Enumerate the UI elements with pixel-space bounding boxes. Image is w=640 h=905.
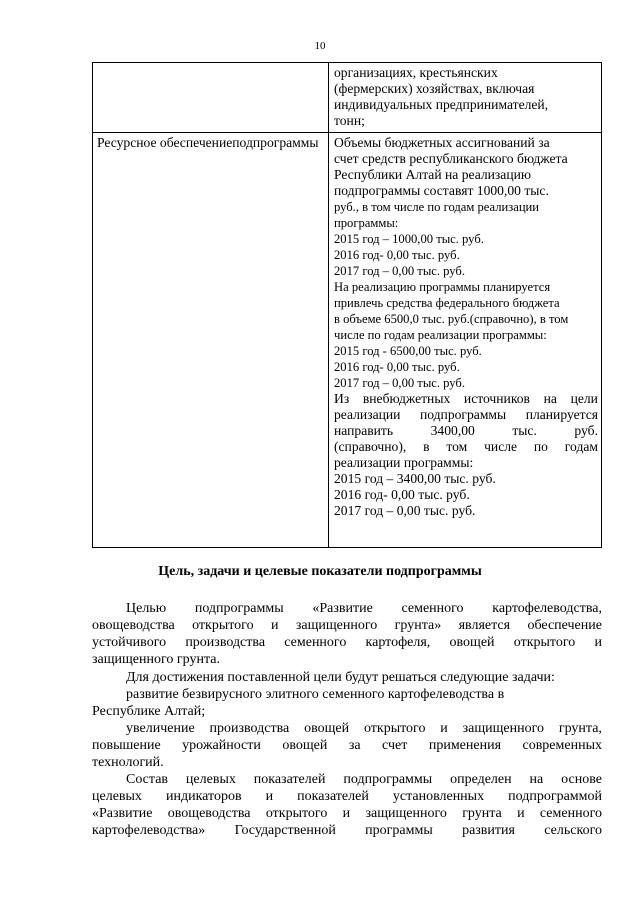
extrabudget-word: годам <box>564 439 598 454</box>
extrabudget-word: числе <box>484 439 518 454</box>
task-1-line-1: развитие безвирусного элитного семенного картофелеводства в <box>126 687 505 702</box>
extrabudget-word: том <box>446 439 468 454</box>
goal-line-2 <box>92 617 602 634</box>
extrabudget-word: 3400,00 <box>430 423 475 438</box>
table-top-right-cell <box>334 65 598 129</box>
table-row-divider <box>93 132 601 133</box>
indicators-line-2 <box>92 788 602 805</box>
goal-word: Целью <box>126 601 167 616</box>
federal-year-line: 2017 год – 0,00 тыс. руб. <box>334 376 465 390</box>
extrabudget-year-line: 2016 год- 0,00 тыс. руб. <box>334 487 470 502</box>
goal-word: обеспечение <box>527 618 602 633</box>
task-1-line-2: Республике Алтай; <box>92 704 206 719</box>
task-2-line-1 <box>92 720 602 737</box>
extrabudget-word: внебюджетных <box>362 391 451 406</box>
task-word: грунта, <box>558 721 602 736</box>
table-column-divider <box>328 63 329 547</box>
indicator-word: целевых <box>92 789 142 804</box>
regional-budget-line: подпрограммы составят 1000,00 тыс. <box>334 183 549 198</box>
goal-word: является <box>458 618 511 633</box>
indicators-line-1 <box>92 771 602 788</box>
regional-budget-line: руб., в том числе по годам реализации <box>334 200 540 214</box>
indicator-word: открытого <box>265 806 328 821</box>
goal-word: «Развитие <box>312 601 373 616</box>
table-text-line: организациях, крестьянских <box>334 65 498 80</box>
goal-word: семенного <box>401 601 464 616</box>
indicator-word: картофелеводства» <box>92 823 206 838</box>
extrabudget-word: тыс. <box>512 423 537 438</box>
federal-budget-line: числе по годам реализации программы: <box>334 328 547 342</box>
federal-budget-line: На реализацию программы планируется <box>334 280 551 294</box>
goal-word: устойчивого <box>92 635 167 650</box>
regional-budget-line: Республики Алтай на реализацию <box>334 167 532 182</box>
goal-word: и <box>270 618 279 633</box>
extrabudget-word: цели <box>570 391 598 406</box>
extrabudget-line <box>334 423 598 439</box>
task-word: открытого <box>363 721 426 736</box>
task-word: применения <box>428 738 502 753</box>
goal-line-1 <box>92 600 602 617</box>
extrabudget-line <box>334 391 598 407</box>
resource-table <box>92 62 602 548</box>
extrabudget-word: Из <box>334 391 350 406</box>
regional-year-line: 2015 год – 1000,00 тыс. руб. <box>334 232 484 246</box>
extrabudget-word: планируется <box>525 407 598 422</box>
goal-word: открытого <box>192 618 254 633</box>
goal-word: защищенного <box>295 618 378 633</box>
row-label-line: подпрограммы <box>232 135 319 150</box>
indicators-line-3 <box>92 805 602 822</box>
goal-word: и <box>594 635 602 650</box>
goal-word: подпрограммы <box>194 601 284 616</box>
extrabudget-year-line: 2017 год – 0,00 тыс. руб. <box>334 503 476 518</box>
federal-year-line: 2016 год- 0,00 тыс. руб. <box>334 360 460 374</box>
task-word: увеличение <box>126 721 195 736</box>
paragraph-goal <box>92 600 602 668</box>
goal-word: картофеля, <box>365 635 431 650</box>
indicator-word: Государственной <box>234 823 336 838</box>
extrabudget-word: руб. <box>574 423 598 438</box>
federal-budget-line: в объеме 6500,0 тыс. руб.(справочно), в том <box>334 312 569 326</box>
indicator-word: установленных <box>392 789 485 804</box>
indicator-word: семенного <box>539 806 602 821</box>
extrabudget-word: источников <box>463 391 530 406</box>
indicator-word: подпрограммы <box>343 772 433 787</box>
extrabudget-word: по <box>533 439 548 454</box>
indicator-word: и <box>517 806 525 821</box>
task-word: защищенного <box>462 721 545 736</box>
indicator-word: и <box>265 789 274 804</box>
task-word: счет <box>382 738 408 753</box>
paragraph-tasks <box>92 669 602 771</box>
regional-budget-line: Объемы бюджетных ассигнований за <box>334 135 550 150</box>
task-word: современных <box>522 738 602 753</box>
indicator-word: развития <box>462 823 515 838</box>
tasks-intro: Для достижения поставленной цели будут решаться следующие задачи: <box>126 670 555 685</box>
table-text-line: индивидуальных предпринимателей, <box>334 97 549 112</box>
indicator-word: программы <box>365 823 433 838</box>
goal-word: овощей <box>449 635 495 650</box>
task-word: овощей <box>304 721 350 736</box>
extrabudget-word: (справочно), <box>334 439 407 454</box>
goal-line-3 <box>92 634 602 651</box>
regional-year-line: 2016 год- 0,00 тыс. руб. <box>334 248 460 262</box>
task-word: за <box>348 738 361 753</box>
page-number: 10 <box>314 40 326 52</box>
extrabudget-word: в <box>423 439 430 454</box>
extrabudget-line <box>334 439 598 455</box>
indicator-word: основе <box>561 772 602 787</box>
goal-word: овощеводства <box>92 618 175 633</box>
resource-description-cell <box>334 135 598 519</box>
indicator-word: показателей <box>253 772 326 787</box>
indicator-word: индикаторов <box>165 789 242 804</box>
regional-year-line: 2017 год – 0,00 тыс. руб. <box>334 264 465 278</box>
indicator-word: «Развитие <box>92 806 153 821</box>
row-label-cell <box>97 135 322 151</box>
indicator-word: Состав <box>126 772 169 787</box>
indicator-word: на <box>529 772 544 787</box>
indicator-word: овощеводства <box>167 806 251 821</box>
extrabudget-line <box>334 407 598 423</box>
indicator-word: показателей <box>297 789 369 804</box>
federal-budget-line: привлечь средства федерального бюджета <box>334 296 560 310</box>
indicator-word: целевых <box>185 772 236 787</box>
task-word: повышение <box>92 738 161 753</box>
indicator-word: грунта <box>462 806 502 821</box>
row-label-line: Ресурсное обеспечение <box>97 135 233 150</box>
extrabudget-word: реализации <box>334 407 401 422</box>
goal-word: семенного <box>284 635 347 650</box>
indicators-line-4 <box>92 822 602 839</box>
indicator-word: защищенного <box>365 806 447 821</box>
extrabudget-word: направить <box>334 423 394 438</box>
task-2-line-3: технологий. <box>92 755 164 770</box>
task-word: урожайности <box>182 738 261 753</box>
task-word: и <box>440 721 448 736</box>
task-2-line-2 <box>92 737 602 754</box>
extrabudget-word: подпрограммы <box>419 407 507 422</box>
table-text-line: (фермерских) хозяйствах, включая <box>334 81 535 96</box>
table-text-line: тонн; <box>334 113 365 128</box>
goal-line-4: защищенного грунта. <box>92 652 220 667</box>
paragraph-indicators <box>92 771 602 839</box>
section-heading: Цель, задачи и целевые показатели подпрограммы <box>158 564 482 579</box>
goal-word: открытого <box>513 635 576 650</box>
regional-budget-line: счет средств республиканского бюджета <box>334 151 568 166</box>
extrabudget-year-line: 2015 год – 3400,00 тыс. руб. <box>334 471 496 486</box>
regional-budget-line: программы: <box>334 216 399 230</box>
federal-year-line: 2015 год - 6500,00 тыс. руб. <box>334 344 482 358</box>
indicator-word: и <box>342 806 351 821</box>
task-word: производства <box>209 721 290 736</box>
goal-word: картофелеводства, <box>492 601 602 616</box>
indicator-word: подпрограммой <box>508 789 602 804</box>
indicator-word: сельского <box>544 823 602 838</box>
goal-word: производства <box>185 635 266 650</box>
extrabudget-line: реализации программы: <box>334 455 474 470</box>
goal-word: грунта» <box>394 618 442 633</box>
task-word: овощей <box>282 738 328 753</box>
extrabudget-word: на <box>543 391 557 406</box>
indicator-word: определен <box>450 772 512 787</box>
